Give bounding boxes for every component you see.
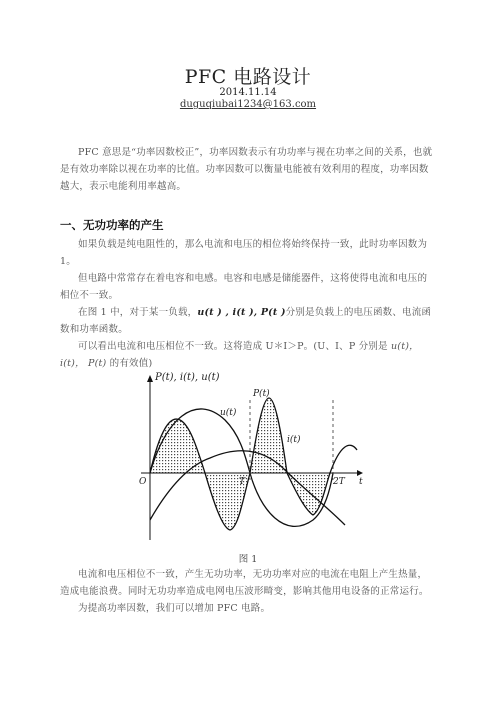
y-axis-arrow-icon xyxy=(147,375,153,382)
paragraph-3 xyxy=(60,304,436,338)
page-title: PFC 电路设计 xyxy=(184,66,312,88)
paragraph-4-vars: u(t)， i(t)， P(t) xyxy=(60,341,419,369)
axis-title-label: P(t), i(t), u(t) xyxy=(155,372,220,383)
paragraph-4 xyxy=(60,338,436,372)
paragraph-3-vars: u(t ) , i(t ), P(t ) xyxy=(197,307,286,318)
intro-paragraph: PFC 意思是“功率因数校正”，功率因数表示有功功率与视在功率之间的关系，也就是有效功率除以视在功率的比值。功率因数可以衡量电能被有效利用的程度，功率因数越大，表示电能利用率越高。 xyxy=(60,147,433,192)
paragraph-3-post: 分别是负载上的电压函数、电流函数和功率函数。 xyxy=(60,307,432,335)
paragraph-4-pre: 可以看出电流和电压相位不一致。这将造成 U＊I＞P。(U、I、P 分别是 xyxy=(78,341,391,352)
i-curve-label: i(t) xyxy=(287,435,301,445)
T-tick-label: T xyxy=(239,477,246,487)
t-axis-label: t xyxy=(359,477,363,487)
figure-caption: 图 1 xyxy=(238,554,258,565)
paragraph-5: 电流和电压相位不一致，产生无功功率，无功功率对应的电流在电阻上产生热量，造成电能浪费。同时无功功率造成电网电压波形畸变，影响其他用电设备的正常运行。 xyxy=(60,569,429,597)
paragraph-1: 如果负载是纯电阻性的，那么电流和电压的相位将始终保持一致，此时功率因数为 1。 xyxy=(60,239,428,267)
email-link[interactable]: duguqiubai1234@163.com xyxy=(179,99,317,110)
paragraph-2: 但电路中常常存在着电容和电感。电容和电感是储能器件，这将使得电流和电压的相位不一致。 xyxy=(60,273,428,301)
origin-label: O xyxy=(139,477,147,487)
waveform-figure xyxy=(135,370,370,545)
paragraph-6: 为提高功率因数，我们可以增加 PFC 电路。 xyxy=(78,603,271,614)
u-curve-label: u(t) xyxy=(220,408,237,418)
p-curve-label: P(t) xyxy=(253,389,270,399)
paragraph-3-pre: 在图 1 中，对于某一负载， xyxy=(78,307,198,318)
2T-tick-label: 2T xyxy=(333,477,345,487)
x-axis-arrow-icon xyxy=(357,470,363,476)
date-line: 2014.11.14 xyxy=(219,87,277,98)
paragraph-4-post: 的有效值) xyxy=(106,358,153,369)
section-heading: 一、无功功率的产生 xyxy=(60,218,164,232)
